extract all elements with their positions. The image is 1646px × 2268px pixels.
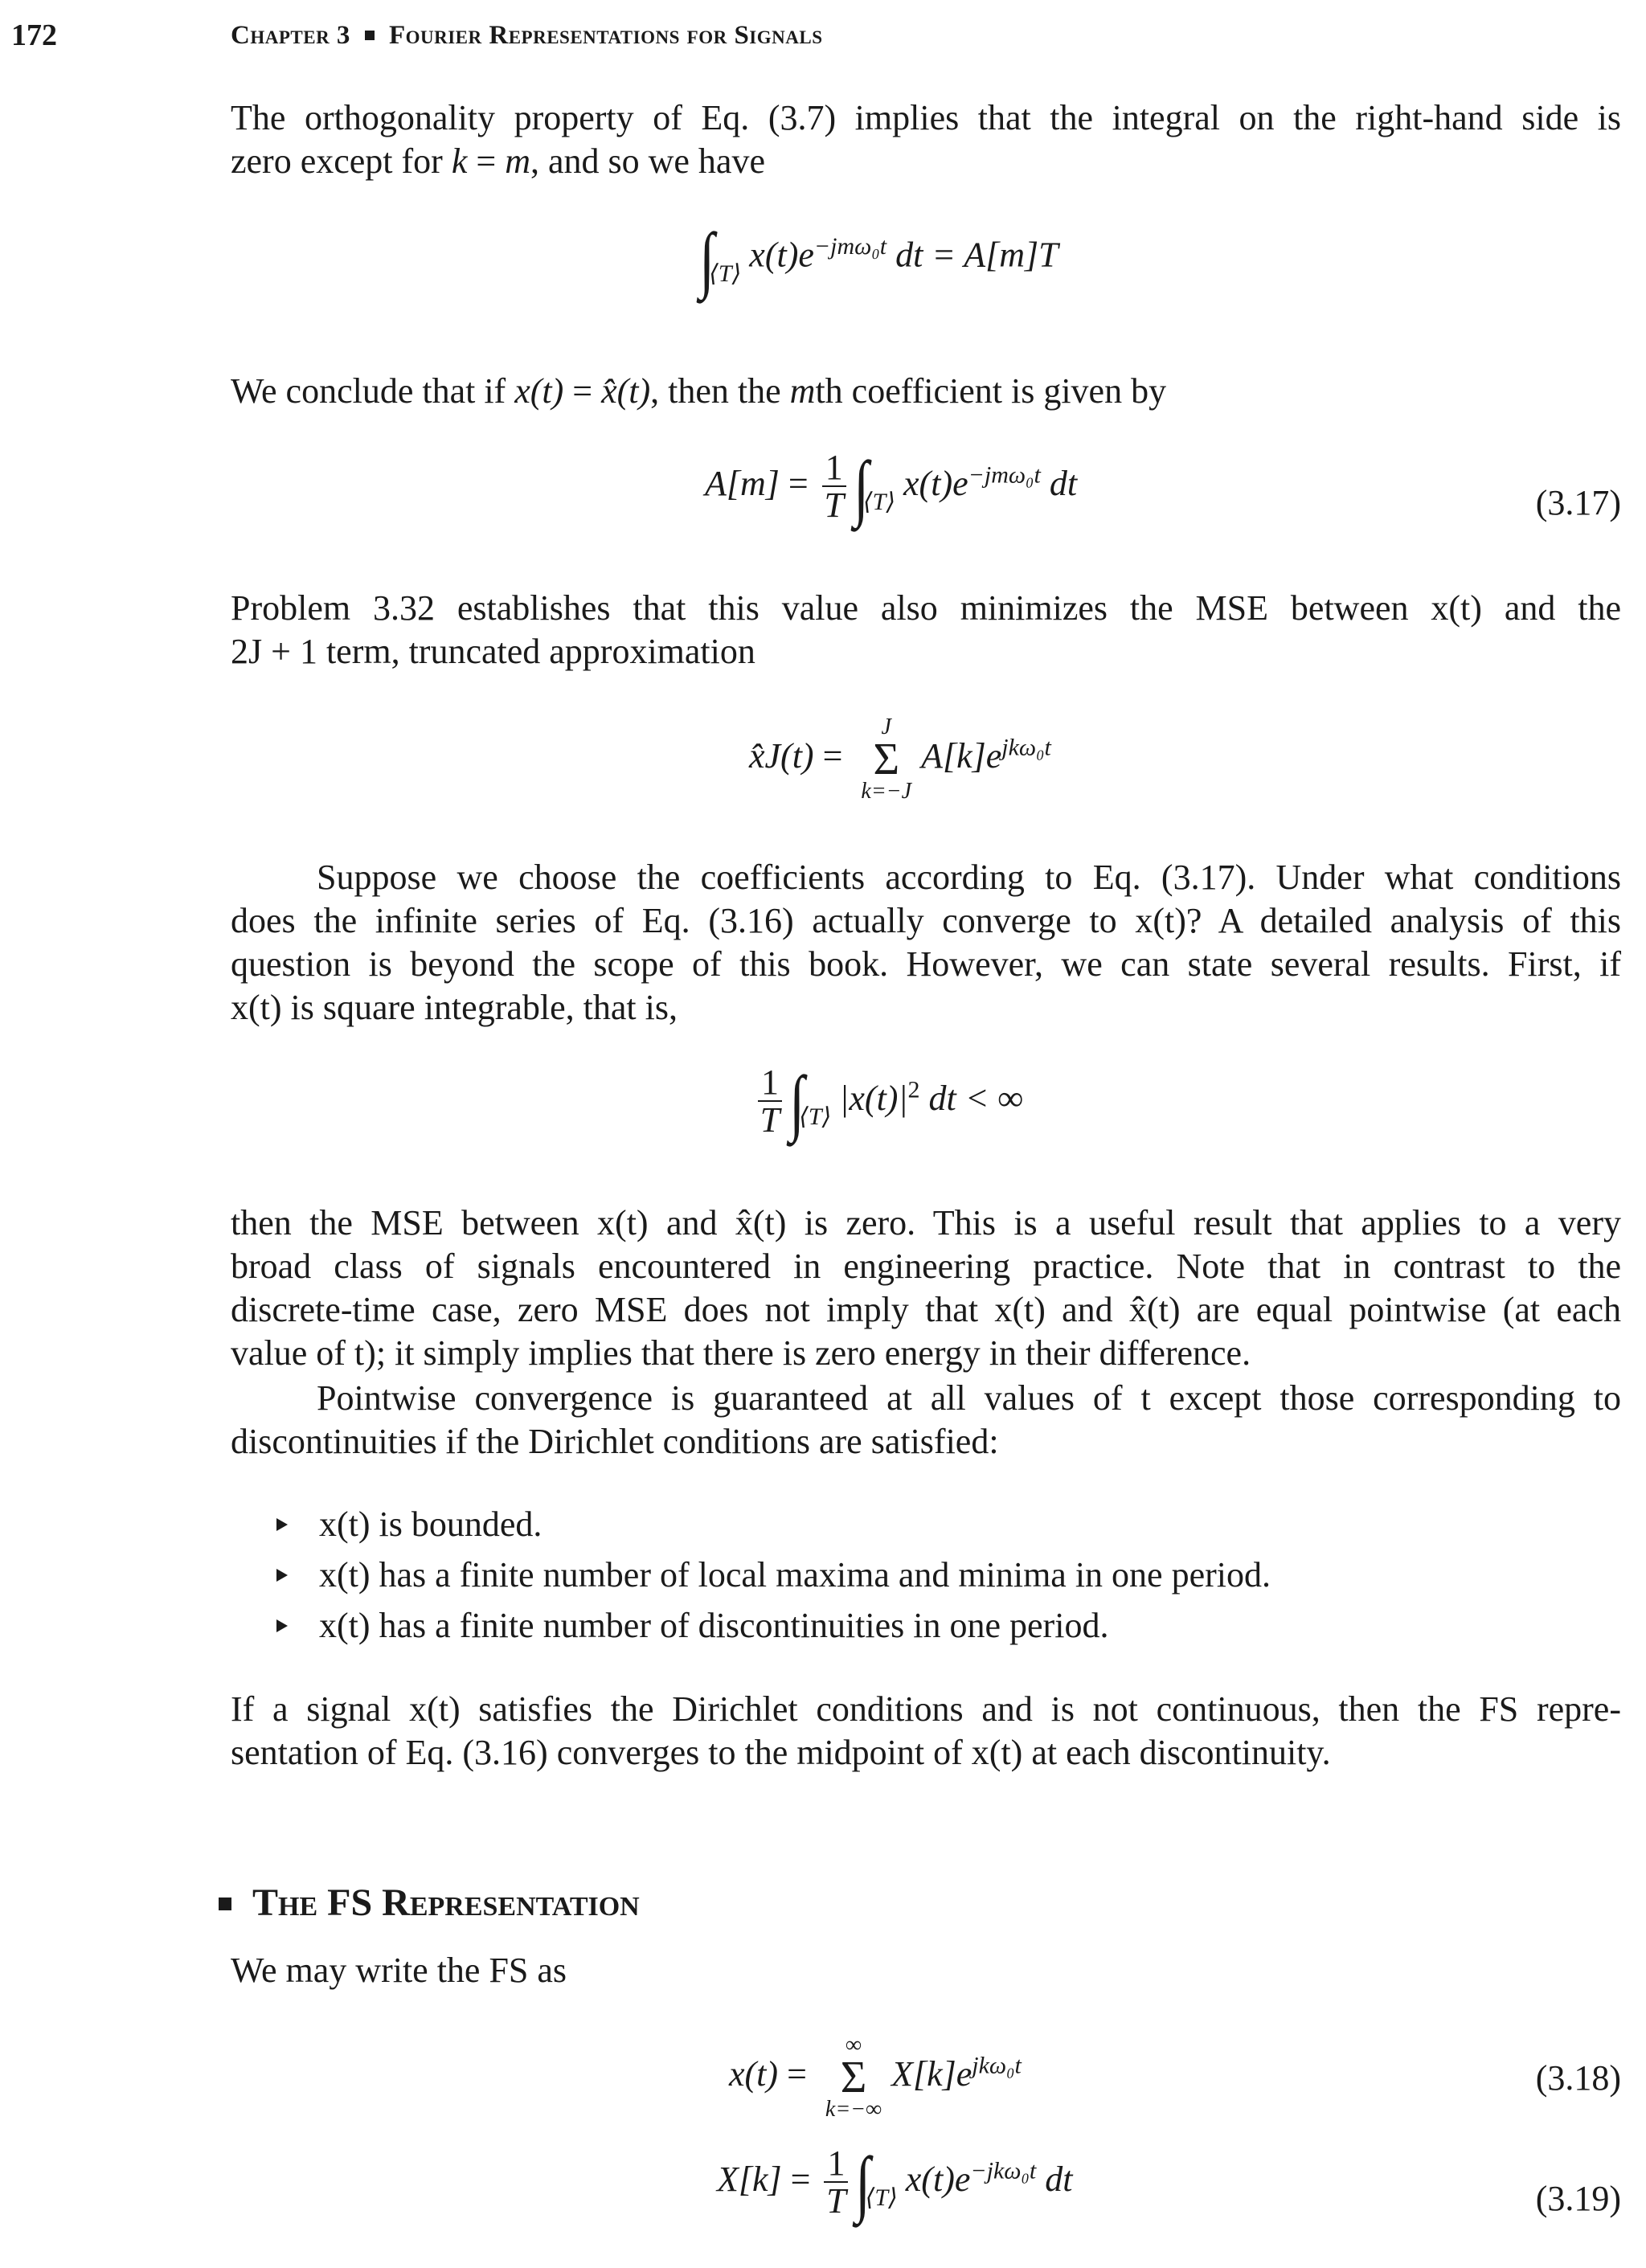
equation-3-18: x(t) = ∞ Σ k=−∞ $X[k]e^{jk\omega_0t}$ (3.18) <box>729 2033 1621 2122</box>
text-line: x(t) is square integrable, that is, <box>231 988 678 1027</box>
list-item: x(t) is bounded. <box>273 1499 1559 1550</box>
equation-square-integrable: $\frac{1}{T}$ $\int_{⟨T⟩}$ $|x(t)|^2$ dt < ∞ <box>231 1065 1621 1169</box>
equation-3-17: A[m] = $\frac{1}{T}$ $\int_{⟨T⟩}$ $x(t)e^{-jm\omega_0t}$ dt (3.17) <box>705 446 1621 528</box>
equation-number: (3.19) <box>1535 2179 1621 2218</box>
equation-orthogonality-integral: $\int_{⟨T⟩}$ $x(t)e^{-jm\omega_0t}$ dt = A[m]T <box>699 217 1058 300</box>
chapter-label: Chapter 3 <box>231 21 350 50</box>
dirichlet-conditions-list <box>273 1499 1559 1651</box>
text-line: discontinuities if the Dirichlet conditions are satisfied: <box>231 1422 999 1461</box>
paragraph-fs-intro <box>231 1949 1621 1992</box>
text-line: Pointwise convergence is guaranteed at all values of t except those corresponding to <box>317 1378 1621 1418</box>
paragraph-pointwise <box>231 1377 1621 1464</box>
text-line: broad class of signals encountered in engineering practice. Note that in contrast to the <box>231 1247 1621 1286</box>
paragraph-mse <box>231 1202 1621 1375</box>
equation-number: (3.18) <box>1535 2058 1621 2098</box>
text-line: question is beyond the scope of this book. However, we can state several results. First, if <box>231 944 1621 984</box>
section-heading <box>219 1881 640 1925</box>
list-item: x(t) has a finite number of local maxima and minima in one period. <box>273 1550 1559 1600</box>
text-line: 2J + 1 term, truncated approximation <box>231 632 755 671</box>
section-title: The FS Representation <box>252 1881 640 1924</box>
running-head <box>0 18 1646 66</box>
equation-truncated-approximation: x̂J(t) = J Σ k=−J $A[k]e^{jk\omega_0t}$ <box>749 714 1051 804</box>
text-line: Problem 3.32 establishes that this value also minimizes the MSE between x(t) and the <box>231 588 1621 628</box>
text-line: then the MSE between x(t) and x̂(t) is zero. This is a useful result that applies to a very <box>231 1203 1621 1242</box>
chapter-heading <box>231 21 823 51</box>
text-line: If a signal x(t) satisfies the Dirichlet conditions and is not continuous, then the FS repre- <box>231 1689 1621 1729</box>
paragraph-problem-3-32 <box>231 587 1621 673</box>
triangle-bullet-icon <box>276 1569 288 1582</box>
equation-3-19: X[k] = $\frac{1}{T}$ $\int_{⟨T⟩}$ $x(t)e^{-jk\omega_0t}$ dt (3.19) <box>717 2142 1621 2224</box>
text-line: We conclude that if x(t) = x̂(t), then the mth coefficient is given by <box>231 371 1167 411</box>
text-line: Suppose we choose the coefficients according to Eq. (3.17). Under what conditions <box>317 858 1621 897</box>
page-number: 172 <box>11 18 57 52</box>
square-bullet-icon <box>219 1898 231 1910</box>
chapter-title: Fourier Representations for Signals <box>388 21 823 50</box>
text-line: We may write the FS as <box>231 1951 567 1990</box>
text-line: The orthogonality property of Eq. (3.7) implies that the integral on the right-hand side is <box>231 98 1621 137</box>
paragraph-orthogonality <box>231 96 1621 183</box>
paragraph-midpoint <box>231 1688 1621 1775</box>
text-line: zero except for k = m, and so we have <box>231 141 765 181</box>
text-line: sentation of Eq. (3.16) converges to the midpoint of x(t) at each discontinuity. <box>231 1733 1331 1772</box>
triangle-bullet-icon <box>276 1619 288 1632</box>
square-bullet-icon <box>365 31 375 40</box>
paragraph-convergence <box>231 856 1621 1030</box>
list-item: x(t) has a finite number of discontinuities in one period. <box>273 1600 1559 1651</box>
text-line: discrete-time case, zero MSE does not imply that x(t) and x̂(t) are equal pointwise (at each <box>231 1290 1621 1329</box>
text-line: value of t); it simply implies that there is zero energy in their difference. <box>231 1333 1251 1373</box>
paragraph-conclusion <box>231 370 1621 413</box>
triangle-bullet-icon <box>276 1518 288 1531</box>
text-line: does the infinite series of Eq. (3.16) actually converge to x(t)? A detailed analysis of this <box>231 901 1621 940</box>
equation-number: (3.17) <box>1535 483 1621 522</box>
